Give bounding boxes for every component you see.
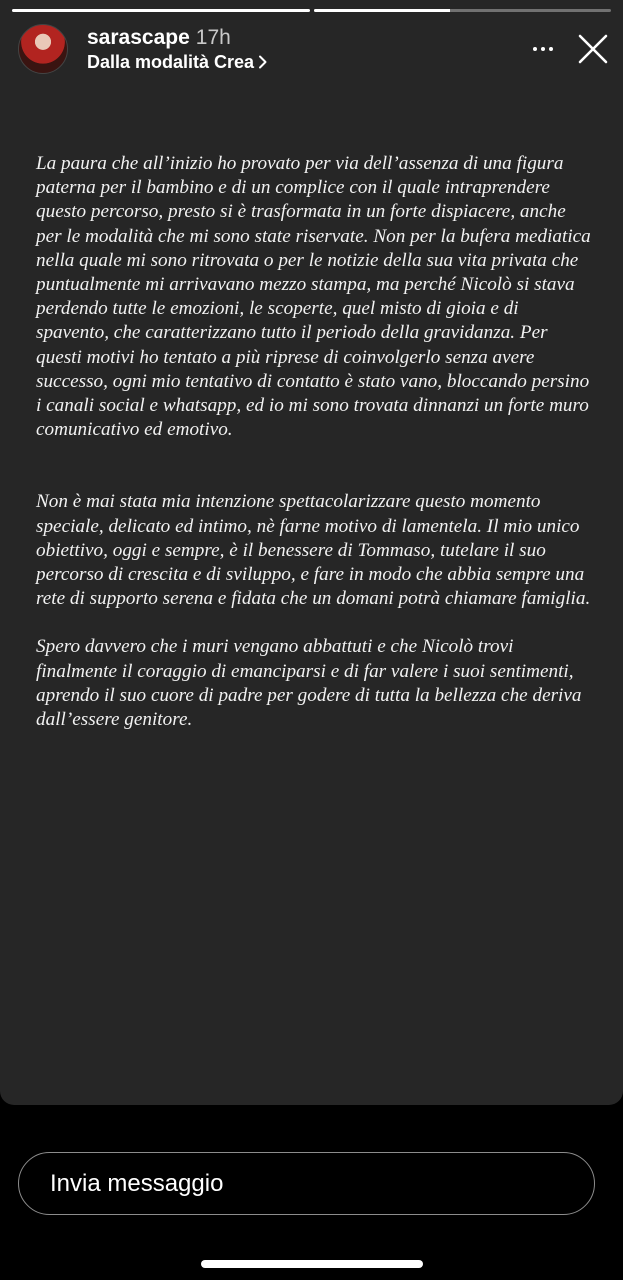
progress-segment-1 xyxy=(12,9,310,12)
story-progress-bar xyxy=(12,9,611,12)
create-mode-label: Dalla modalità Crea xyxy=(87,51,255,72)
story-text xyxy=(36,152,592,732)
progress-segment-2 xyxy=(314,9,612,12)
send-message-input[interactable] xyxy=(18,1152,595,1215)
header-actions xyxy=(533,33,609,65)
send-message-placeholder: Invia messaggio xyxy=(50,1169,224,1197)
story-meta xyxy=(87,26,267,73)
progress-fill-2 xyxy=(314,9,451,12)
story-header xyxy=(18,24,609,74)
progress-fill-1 xyxy=(12,9,310,12)
home-indicator[interactable] xyxy=(201,1260,423,1268)
story-paragraph-3: Spero davvero che i muri vengano abbattuti e che Nicolò trovi finalmente il coraggio di emanciparsi e di far valere i suoi sentimenti, aprendo il suo cuore di padre per godere di tutta la bellezza che deriva dall’essere genitore. xyxy=(36,636,582,731)
username[interactable]: sarascape xyxy=(87,25,190,49)
username-row xyxy=(87,26,267,50)
story-paragraph-2: Non è mai stata mia intenzione spettacolarizzare questo momento speciale, delicato ed intimo, nè farne motivo di lamentela. Il mio unico obiettivo, oggi e sempre, è il benessere di Tommaso, tutelare il suo percorso di crescita e di sviluppo, e fare in modo che abbia sempre una rete di supporto serena e fidata che un domani potrà chiamare famiglia. xyxy=(36,491,591,610)
close-icon[interactable] xyxy=(577,33,609,65)
create-mode-link[interactable] xyxy=(87,52,267,73)
reply-bar xyxy=(0,1105,623,1280)
timestamp: 17h xyxy=(195,25,231,49)
chevron-right-icon xyxy=(258,55,267,69)
story-paragraph-1: La paura che all’inizio ho provato per via dell’assenza di una figura paterna per il bambino e di un complice con il quale intraprendere questo percorso, presto si è trasformata in un forte dispiacere, anche per le modalità che mi sono state riservate. Non per la bufera mediatica nella quale mi sono ritrovata o per le notizie della sua vita privata che puntualmente mi arrivavano mezzo stampa, ma perché Nicolò si stava perdendo tutte le emozioni, le scoperte, quel misto di gioia e di spavento, che caratterizzano tutto il periodo della gravidanza. Per questi motivi ho tentato a più riprese di coinvolgerlo senza avere successo, ogni mio tentativo di contatto è stato vano, bloccando persino i canali social e whatsapp, ed io mi sono trovata dinnanzi un forte muro comunicativo ed emotivo. xyxy=(36,153,591,441)
more-options-icon[interactable] xyxy=(533,41,553,57)
avatar[interactable] xyxy=(18,24,68,74)
